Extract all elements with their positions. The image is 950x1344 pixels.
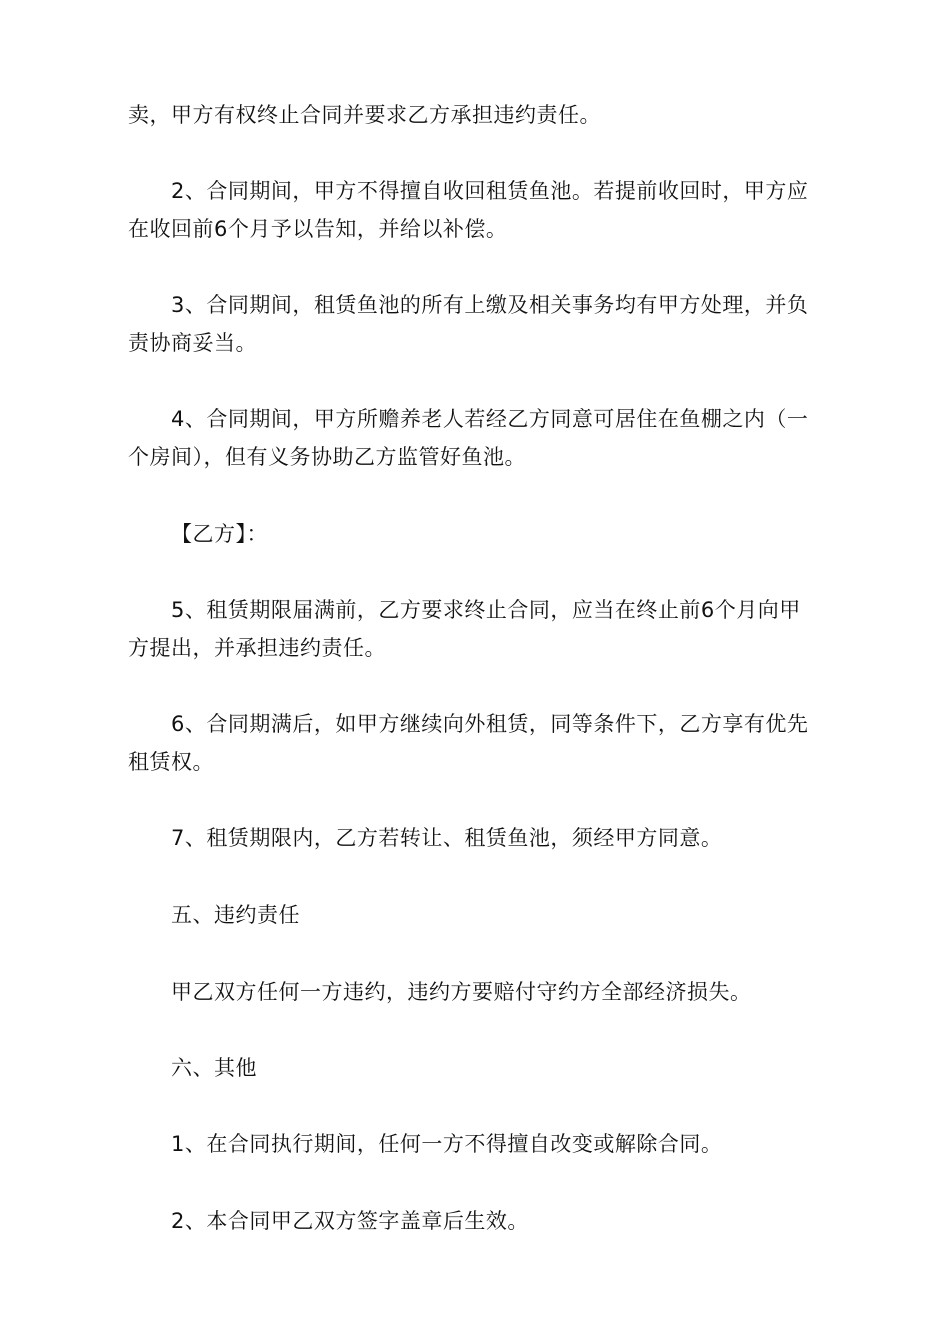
paragraph-clause-7: 7、租赁期限内，乙方若转让、租赁鱼池，须经甲方同意。 bbox=[171, 826, 723, 850]
paragraph-clause-4: 4、合同期间，甲方所赡养老人若经乙方同意可居住在鱼棚之内（一个房间），但有义务协助乙方监管好鱼池。 bbox=[128, 407, 809, 469]
paragraph-clause-6: 6、合同期满后，如甲方继续向外租赁，同等条件下，乙方享有优先租赁权。 bbox=[128, 712, 809, 774]
section-heading-other: 六、其他 bbox=[171, 1056, 257, 1080]
paragraph-clause-5: 5、租赁期限届满前，乙方要求终止合同，应当在终止前6个月向甲方提出，并承担违约责任。 bbox=[128, 598, 801, 660]
section-label-party-b: 【乙方】： bbox=[171, 522, 268, 546]
paragraph-other-1: 1、在合同执行期间，任何一方不得擅自改变或解除合同。 bbox=[171, 1132, 723, 1156]
paragraph-other-2: 2、本合同甲乙双方签字盖章后生效。 bbox=[171, 1209, 529, 1233]
paragraph-clause-2: 2、合同期间，甲方不得擅自收回租赁鱼池。若提前收回时，甲方应在收回前6个月予以告知，并给以补偿。 bbox=[128, 179, 809, 241]
section-heading-breach: 五、违约责任 bbox=[171, 903, 300, 927]
paragraph-clause-3: 3、合同期间，租赁鱼池的所有上缴及相关事务均有甲方处理，并负责协商妥当。 bbox=[128, 293, 809, 355]
paragraph-breach: 甲乙双方任何一方违约，违约方要赔付守约方全部经济损失。 bbox=[171, 980, 752, 1004]
paragraph-continuation: 卖，甲方有权终止合同并要求乙方承担违约责任。 bbox=[128, 103, 601, 127]
